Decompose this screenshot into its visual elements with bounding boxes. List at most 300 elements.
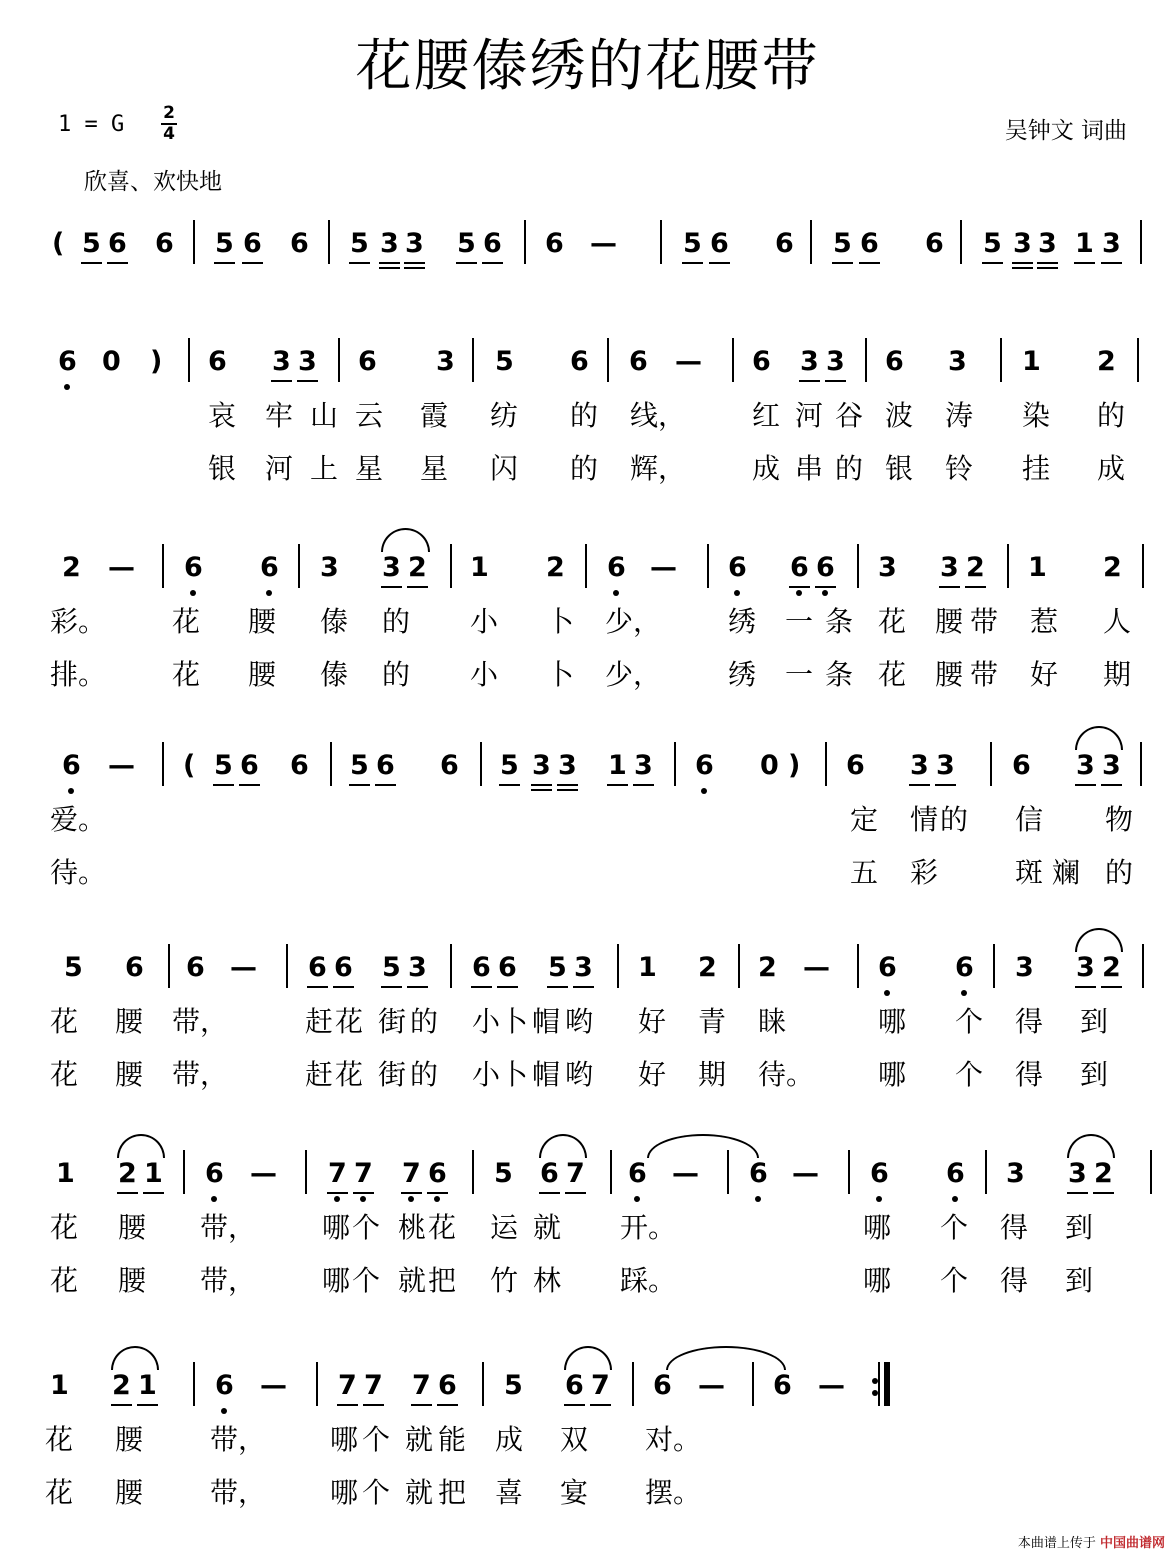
- lyric-char: 绣: [728, 658, 757, 691]
- underline: [471, 986, 492, 988]
- note: [457, 226, 476, 262]
- note: [695, 748, 714, 784]
- lyric-char: 林: [533, 1264, 562, 1297]
- barline: [960, 220, 962, 264]
- note: [846, 748, 865, 784]
- tie-slur: [117, 1134, 165, 1158]
- underline: [1074, 262, 1095, 264]
- barline: [472, 338, 474, 382]
- lyric-char: 腰: [118, 1264, 147, 1297]
- lyric-char: 摆。: [645, 1476, 702, 1509]
- lyric-char: 花: [335, 1058, 364, 1091]
- note-digit: 7: [338, 1370, 357, 1401]
- lyric-char: 哪: [322, 1211, 351, 1244]
- note: [483, 226, 502, 262]
- note-digit: —: [672, 1158, 699, 1189]
- lyric-char: 五: [850, 856, 879, 889]
- note: [184, 550, 203, 586]
- note-digit: —: [108, 750, 135, 781]
- barline: [1150, 1150, 1152, 1194]
- note-digit: 3: [272, 346, 291, 377]
- lyric-char: 上: [310, 452, 339, 485]
- note-digit: 6: [483, 228, 502, 259]
- note: [936, 748, 955, 784]
- note-digit: 6: [290, 750, 309, 781]
- note-digit: 3: [1038, 228, 1057, 259]
- song-title: 花腰傣绣的花腰带: [355, 34, 820, 99]
- underline: [935, 784, 956, 786]
- barline: [857, 944, 859, 988]
- tie-slur: [539, 1134, 587, 1158]
- note-digit: 3: [826, 346, 845, 377]
- dash-sustain: [818, 1368, 845, 1404]
- lyric-char: 成: [495, 1423, 524, 1456]
- note-digit: 3: [1006, 1158, 1025, 1189]
- note-digit: 1: [638, 952, 657, 983]
- lyric-char: 彩。: [50, 605, 107, 638]
- note-digit: —: [250, 1158, 277, 1189]
- barline: [993, 944, 995, 988]
- barline: [193, 220, 195, 264]
- tie-slur: [1075, 726, 1123, 750]
- underline: [327, 1192, 348, 1194]
- note: [790, 550, 809, 586]
- note: [1102, 226, 1121, 262]
- lyric-char: 惹: [1030, 605, 1059, 638]
- octave-dot: [408, 1196, 414, 1202]
- octave-dot: [755, 1196, 761, 1202]
- underline: [1101, 986, 1122, 988]
- barline: [330, 742, 332, 786]
- time-signature-bottom: 4: [163, 124, 175, 144]
- note: [428, 1156, 447, 1192]
- note: [752, 344, 771, 380]
- note-digit: 6: [653, 1370, 672, 1401]
- note: [62, 748, 81, 784]
- note: [260, 550, 279, 586]
- note-digit: 7: [591, 1370, 610, 1401]
- note: [574, 950, 593, 986]
- underline: [497, 986, 518, 988]
- underline: [531, 784, 552, 786]
- barline: [825, 742, 827, 786]
- note: [653, 1368, 672, 1404]
- note-digit: 6: [749, 1158, 768, 1189]
- note-digit: 6: [240, 750, 259, 781]
- note-digit: 3: [936, 750, 955, 781]
- underline: [1037, 267, 1058, 269]
- note: [608, 748, 627, 784]
- note-digit: 6: [358, 346, 377, 377]
- barline: [482, 1362, 484, 1406]
- lyric-char: 宴: [560, 1476, 589, 1509]
- lyric-char: 牢: [265, 399, 294, 432]
- barline: [865, 338, 867, 382]
- underline: [539, 1192, 560, 1194]
- note: [436, 344, 455, 380]
- underline: [407, 586, 428, 588]
- note-digit: 6: [308, 952, 327, 983]
- note-digit: 6: [955, 952, 974, 983]
- note-digit: 6: [208, 346, 227, 377]
- note-digit: 2: [966, 552, 985, 583]
- note: [760, 748, 779, 784]
- underline: [437, 1404, 458, 1406]
- note-digit: 6: [946, 1158, 965, 1189]
- note-digit: 3: [1013, 228, 1032, 259]
- note: [240, 748, 259, 784]
- lyric-char: 小: [470, 605, 499, 638]
- barline: [752, 1362, 754, 1406]
- tie-slur: [666, 1346, 786, 1370]
- underline: [404, 262, 425, 264]
- note: [408, 950, 427, 986]
- lyric-char: 的: [382, 658, 411, 691]
- note: [328, 1156, 347, 1192]
- note-digit: 7: [328, 1158, 347, 1189]
- note-digit: 2: [758, 952, 777, 983]
- underline: [825, 380, 846, 382]
- note: [683, 226, 702, 262]
- lyric-char: 带，: [200, 1264, 257, 1297]
- final-barline-thick: [884, 1362, 890, 1406]
- note: [290, 748, 309, 784]
- lyric-char: 腰: [248, 605, 277, 638]
- note: [1013, 226, 1032, 262]
- note: [966, 550, 985, 586]
- note: [1068, 1156, 1087, 1192]
- barline: [480, 742, 482, 786]
- note-digit: 2: [118, 1158, 137, 1189]
- lyric-char: 的: [570, 452, 599, 485]
- underline: [363, 1404, 384, 1406]
- barline: [1142, 544, 1144, 588]
- lyric-char: 线，: [630, 399, 687, 432]
- underline: [353, 1192, 374, 1194]
- note-digit: 3: [1102, 228, 1121, 259]
- lyric-char: 河: [265, 452, 294, 485]
- dash-sustain: [650, 550, 677, 586]
- note: [710, 226, 729, 262]
- lyric-char: 把: [438, 1476, 467, 1509]
- note: [1028, 550, 1047, 586]
- lyric-char: 条: [825, 658, 854, 691]
- underline: [1075, 784, 1096, 786]
- note-digit: —: [108, 552, 135, 583]
- lyric-char: 哪: [863, 1211, 892, 1244]
- lyric-char: 对。: [645, 1423, 702, 1456]
- note-digit: 6: [205, 1158, 224, 1189]
- notes-row: [0, 344, 1175, 404]
- note: [290, 226, 309, 262]
- bracket: [150, 344, 162, 380]
- octave-dot: [221, 1408, 227, 1414]
- barline: [1137, 338, 1139, 382]
- barline: [632, 1362, 634, 1406]
- lyric-char: 的: [382, 605, 411, 638]
- lyric-char: 到: [1080, 1058, 1109, 1091]
- note-digit: (: [183, 750, 196, 781]
- note: [380, 226, 399, 262]
- note: [144, 1156, 163, 1192]
- lyric-char: 一: [785, 605, 814, 638]
- note-digit: 6: [58, 346, 77, 377]
- note: [58, 344, 77, 380]
- lyric-char: 带，: [210, 1476, 267, 1509]
- note: [382, 950, 401, 986]
- note: [816, 550, 835, 586]
- barline: [450, 944, 452, 988]
- note: [50, 1368, 69, 1404]
- lyric-char: 花: [878, 658, 907, 691]
- lyric-char: 闪: [490, 452, 519, 485]
- note-digit: 3: [558, 750, 577, 781]
- underline: [333, 986, 354, 988]
- note-digit: 3: [940, 552, 959, 583]
- octave-dot: [952, 1196, 958, 1202]
- note: [272, 344, 291, 380]
- note-digit: 7: [412, 1370, 431, 1401]
- note-digit: 5: [983, 228, 1002, 259]
- underline: [799, 380, 820, 382]
- lyric-char: 傣: [320, 605, 349, 638]
- note: [983, 226, 1002, 262]
- lyric-char: 花: [172, 658, 201, 691]
- note: [243, 226, 262, 262]
- note: [558, 748, 577, 784]
- lyric-char: 待。: [50, 856, 107, 889]
- note-digit: 2: [62, 552, 81, 583]
- note-digit: —: [803, 952, 830, 983]
- note: [607, 550, 626, 586]
- lyric-char: 得: [1015, 1005, 1044, 1038]
- lyric-char: 傣: [320, 658, 349, 691]
- note: [878, 950, 897, 986]
- underline: [499, 784, 520, 786]
- underline: [939, 586, 960, 588]
- underline: [607, 784, 628, 786]
- lyric-char: 腰: [115, 1476, 144, 1509]
- note-digit: 6: [629, 346, 648, 377]
- underline: [239, 784, 260, 786]
- note-digit: 2: [112, 1370, 131, 1401]
- note-digit: 7: [402, 1158, 421, 1189]
- note-digit: 5: [457, 228, 476, 259]
- underline: [213, 784, 234, 786]
- note-digit: ): [788, 750, 801, 781]
- note: [634, 748, 653, 784]
- note: [800, 344, 819, 380]
- underline: [379, 267, 400, 269]
- note-digit: 6: [540, 1158, 559, 1189]
- lyric-char: 情: [910, 803, 939, 836]
- note-digit: —: [230, 952, 257, 983]
- note: [870, 1156, 889, 1192]
- barline: [732, 338, 734, 382]
- note: [82, 226, 101, 262]
- note-digit: 1: [1022, 346, 1041, 377]
- barline: [674, 742, 676, 786]
- underline: [1093, 1192, 1114, 1194]
- lyric-char: 开。: [620, 1211, 677, 1244]
- note: [629, 344, 648, 380]
- lyric-char: 的: [1097, 399, 1126, 432]
- barline: [707, 544, 709, 588]
- note-digit: 5: [683, 228, 702, 259]
- lyric-char: 斓: [1052, 856, 1081, 889]
- note-digit: 6: [775, 228, 794, 259]
- underline: [407, 986, 428, 988]
- underline: [709, 262, 730, 264]
- lyric-char: 腰: [935, 658, 964, 691]
- note-digit: 5: [494, 1158, 513, 1189]
- note: [1075, 226, 1094, 262]
- underline: [633, 784, 654, 786]
- dash-sustain: [803, 950, 830, 986]
- underline: [411, 1404, 432, 1406]
- note-digit: 6: [570, 346, 589, 377]
- underline: [565, 1192, 586, 1194]
- note-digit: 6: [108, 228, 127, 259]
- note: [910, 748, 929, 784]
- barline: [328, 220, 330, 264]
- tie-slur: [1075, 928, 1123, 952]
- note: [208, 344, 227, 380]
- underline: [143, 1192, 164, 1194]
- lyric-char: 花: [45, 1423, 74, 1456]
- barline: [338, 338, 340, 382]
- lyric-char: 谷: [835, 399, 864, 432]
- note: [350, 226, 369, 262]
- note-digit: 3: [380, 228, 399, 259]
- tie-slur: [381, 528, 430, 552]
- note-digit: 3: [910, 750, 929, 781]
- note-digit: 3: [436, 346, 455, 377]
- lyric-char: 带，: [172, 1058, 229, 1091]
- barline: [738, 944, 740, 988]
- lyric-char: 青: [698, 1005, 727, 1038]
- note: [472, 950, 491, 986]
- notes-row: [0, 226, 1175, 286]
- lyric-char: 的: [410, 1058, 439, 1091]
- note-digit: 3: [574, 952, 593, 983]
- underline: [401, 1192, 422, 1194]
- note: [833, 226, 852, 262]
- final-barline-thin: [878, 1362, 880, 1406]
- note-digit: 6: [695, 750, 714, 781]
- note: [402, 1156, 421, 1192]
- barline: [298, 544, 300, 588]
- lyric-char: 一: [785, 658, 814, 691]
- bracket: [52, 226, 64, 262]
- note: [1022, 344, 1041, 380]
- note-digit: 3: [532, 750, 551, 781]
- lyric-char: 睐: [758, 1005, 787, 1038]
- note: [308, 950, 327, 986]
- note-digit: 6: [565, 1370, 584, 1401]
- lyric-char: 人: [1103, 605, 1132, 638]
- note: [860, 226, 879, 262]
- underline: [349, 262, 370, 264]
- underline: [573, 986, 594, 988]
- lyric-char: 串: [795, 452, 824, 485]
- note-digit: 1: [608, 750, 627, 781]
- note-digit: 6: [62, 750, 81, 781]
- note-digit: (: [52, 228, 65, 259]
- octave-dot: [884, 990, 890, 996]
- barline: [1007, 544, 1009, 588]
- notes-row: [0, 950, 1175, 1010]
- note: [215, 226, 234, 262]
- lyric-char: 好: [638, 1058, 667, 1091]
- barline: [316, 1362, 318, 1406]
- note: [1102, 950, 1121, 986]
- note-digit: 6: [243, 228, 262, 259]
- lyric-char: 花: [50, 1211, 79, 1244]
- lyric-char: 双: [560, 1423, 589, 1456]
- lyric-char: 挂: [1022, 452, 1051, 485]
- lyric-char: 哀: [208, 399, 237, 432]
- barline: [985, 1150, 987, 1194]
- note-digit: —: [675, 346, 702, 377]
- underline: [482, 262, 503, 264]
- note: [298, 344, 317, 380]
- octave-dot: [434, 1196, 440, 1202]
- barline: [188, 338, 190, 382]
- lyric-char: 小: [472, 1005, 501, 1038]
- lyric-char: 铃: [945, 452, 974, 485]
- lyric-char: 哪: [330, 1423, 359, 1456]
- underline: [682, 262, 703, 264]
- underline: [557, 784, 578, 786]
- lyric-char: 成: [752, 452, 781, 485]
- note-digit: 7: [354, 1158, 373, 1189]
- note: [1012, 748, 1031, 784]
- note: [186, 950, 205, 986]
- barline: [305, 1150, 307, 1194]
- note: [504, 1368, 523, 1404]
- note-digit: 3: [878, 552, 897, 583]
- underline: [557, 789, 578, 791]
- note-digit: 6: [498, 952, 517, 983]
- barline: [472, 1150, 474, 1194]
- lyric-char: 的: [940, 803, 969, 836]
- lyric-char: 就: [405, 1476, 434, 1509]
- barline: [524, 220, 526, 264]
- underline: [297, 380, 318, 382]
- lyric-char: 辉，: [630, 452, 687, 485]
- note: [826, 344, 845, 380]
- note-digit: —: [260, 1370, 287, 1401]
- note-digit: 3: [408, 952, 427, 983]
- lyric-char: 的: [1105, 856, 1134, 889]
- lyric-char: 就: [398, 1264, 427, 1297]
- lyric-char: 到: [1065, 1211, 1094, 1244]
- underline: [547, 986, 568, 988]
- note: [749, 1156, 768, 1192]
- barline: [1000, 338, 1002, 382]
- lyric-char: 花: [50, 1264, 79, 1297]
- watermark: [1018, 1532, 1165, 1551]
- note: [1038, 226, 1057, 262]
- octave-dot: [68, 788, 74, 794]
- barline: [450, 544, 452, 588]
- lyric-char: 纺: [490, 399, 519, 432]
- note-digit: 6: [728, 552, 747, 583]
- note: [118, 1156, 137, 1192]
- lyric-char: 红: [752, 399, 781, 432]
- dash-sustain: [792, 1156, 819, 1192]
